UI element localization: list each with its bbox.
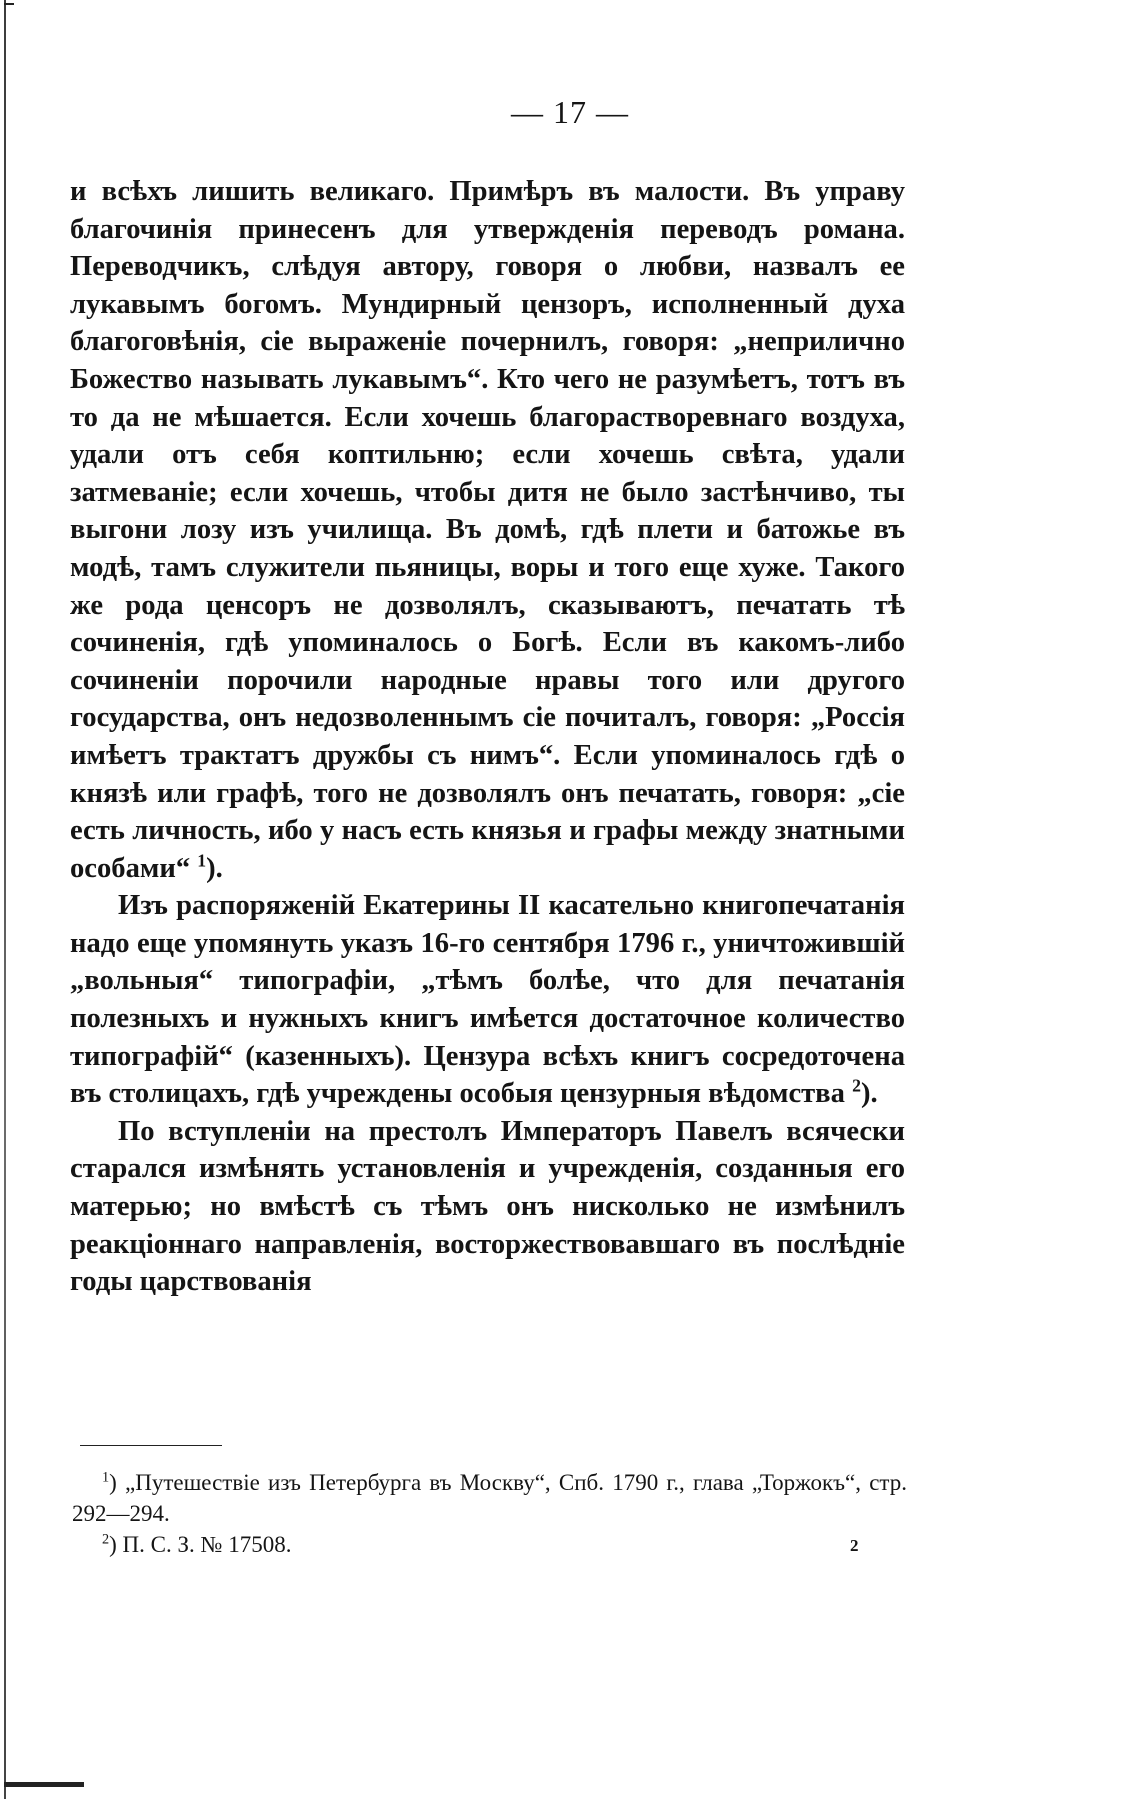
paragraph [70, 887, 905, 1113]
footnote-marker: 2 [852, 1075, 861, 1096]
scan-edge-corner [4, 3, 14, 5]
footnote [72, 1467, 907, 1529]
text-segment: и всѣхъ лишить великаго. Примѣръ въ малости. Въ управу благочинія принесенъ для утвержденія переводъ романа. Переводчикъ, слѣдуя автору, говоря о любви, назвалъ ее лукавымъ богомъ. Мундирный цензоръ, исполненный духа благоговѣнія, сіе выраженіе почернилъ, говоря: „неприлично Божество называть лукавымъ“. Кто чего не разумѣетъ, тотъ въ то да не мѣшается. Если хочешь благорастворевнаго воздуха, удали отъ себя коптильню; если хочешь свѣта, удали затмеваніе; если хочешь, чтобы дитя не было застѣнчиво, ты выгони лозу изъ училища. Въ домѣ, гдѣ плети и батожье въ модѣ, тамъ служители пьяницы, воры и того еще хуже. Такого же рода ценсоръ не дозволялъ, сказываютъ, печатать тѣ сочиненія, гдѣ упоминалось о Богѣ. Если въ какомъ-либо сочиненіи порочили народные нравы того или другого государства, онъ недозволеннымъ сіе почиталъ, говоря: „Россія имѣетъ трактатъ дружбы съ нимъ“. Если упоминалось гдѣ о князѣ или графѣ, того не дозволялъ онъ печатать, говоря: „сіе есть личность, ибо у насъ есть князья и графы между знатными особами“ [70, 176, 905, 884]
page-number-header: — 17 — [511, 94, 629, 130]
text-segment: ) П. С. З. № 17508. [109, 1532, 292, 1557]
scan-edge [4, 0, 6, 1799]
footnote-marker: 2 [102, 1531, 110, 1548]
footnotes [72, 1467, 907, 1560]
footnote-marker: 1 [197, 850, 207, 871]
text-segment: Изъ распоряженій Екатерины II касательно книгопечатанія надо еще упомянуть указъ 16-го сентября 1796 г., уничтожившій „вольныя“ типографіи, „тѣмъ болѣе, что для печатанія полезныхъ и нужныхъ книгъ имѣется достаточное количество типографій“ (казенныхъ). Цензура всѣхъ книгъ сосредоточена въ столицахъ, гдѣ учреждены особыя цензурныя вѣдомства [70, 890, 905, 1110]
text-segment: ). [860, 1078, 878, 1110]
footnote [72, 1529, 907, 1560]
paragraph [70, 173, 905, 887]
footnote-divider [80, 1445, 222, 1446]
body-text [70, 173, 905, 1301]
paragraph [70, 1113, 905, 1301]
text-segment: ). [206, 852, 223, 884]
printer-signature-mark: 2 [850, 1536, 859, 1555]
text-segment: ) „Путешествіе изъ Петербурга въ Москву“, Спб. 1790 г., глава „Торжокъ“, стр. 292—294. [72, 1470, 907, 1526]
text-segment: По вступленіи на престолъ Императоръ Павелъ всячески старался измѣнять установленія и учрежденія, созданныя его матерью; но вмѣстѣ съ тѣмъ онъ нисколько не измѣнилъ реакціоннаго направленія, восторжествовавшаго въ послѣдніе годы царствованія [70, 1115, 905, 1298]
scan-edge-corner [4, 1782, 84, 1787]
footnote-marker: 1 [102, 1469, 110, 1486]
